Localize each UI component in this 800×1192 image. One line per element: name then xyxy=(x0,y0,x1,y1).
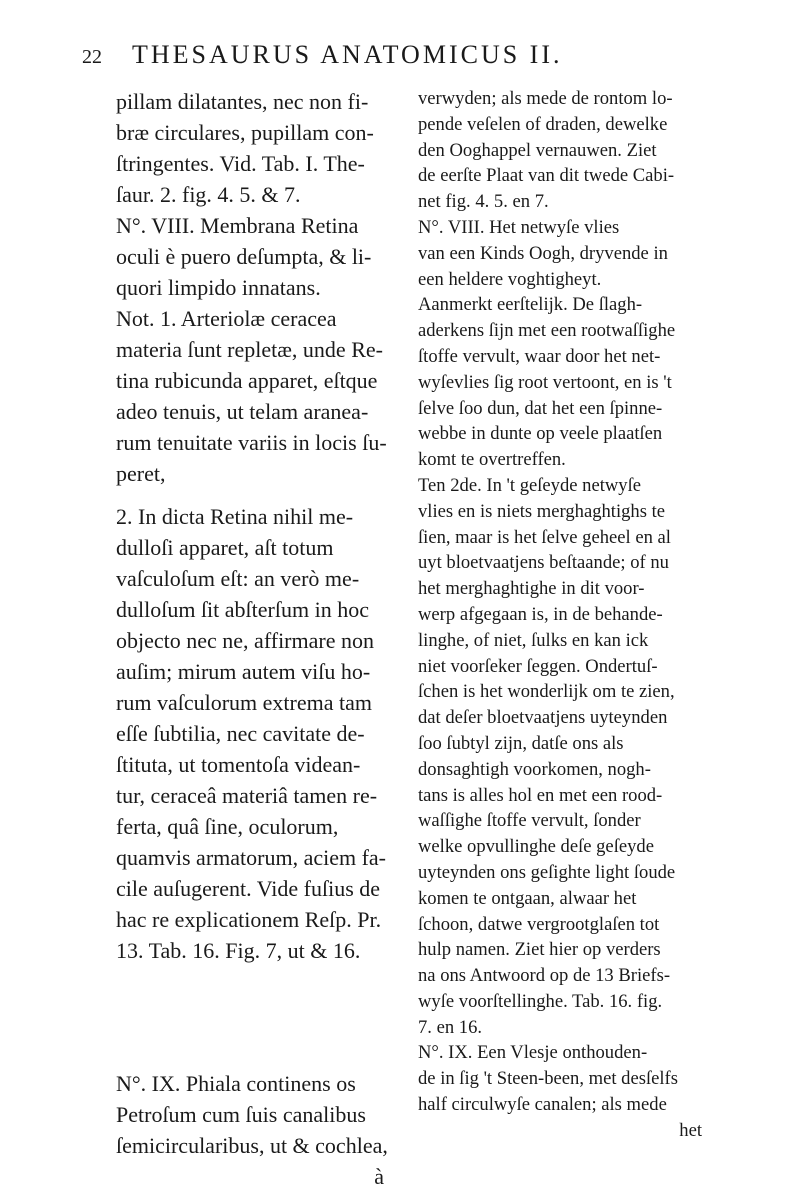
dutch-text-line: dat deſer bloetvaatjens uyteynden xyxy=(418,707,668,729)
latin-text-line: vaſculoſum eſt: an verò me- xyxy=(116,566,360,591)
dutch-text-line: net fig. 4. 5. en 7. xyxy=(418,191,549,213)
dutch-text-line: niet voorſeker ſeggen. Ondertuſ- xyxy=(418,655,658,677)
latin-text-line: N°. VIII. Membrana Retina xyxy=(116,213,359,238)
latin-text-line: dulloſum ſit abſterſum in hoc xyxy=(116,597,369,622)
latin-column xyxy=(116,86,396,1192)
dutch-text-line: werp afgegaan is, in de behande- xyxy=(418,603,663,625)
dutch-text-line: N°. IX. Een Vlesje onthouden- xyxy=(418,1042,648,1064)
latin-text-line: quamvis armatorum, aciem fa- xyxy=(116,845,387,870)
latin-text-line: cile auſugerent. Vide fuſius de xyxy=(116,876,381,901)
latin-text-line: rum vaſculorum extrema tam xyxy=(116,690,372,715)
latin-text-line: peret, xyxy=(116,461,166,486)
latin-text-line: objecto nec ne, affirmare non xyxy=(116,628,374,653)
dutch-text-line: ſoo ſubtyl zijn, datſe ons als xyxy=(418,732,624,754)
dutch-text-line: na ons Antwoord op de 13 Briefs- xyxy=(418,965,671,987)
dutch-text-line: de in ſig 't Steen-been, met desſelfs xyxy=(418,1068,678,1090)
dutch-text-line: vlies en is niets merghaghtighs te xyxy=(418,500,666,522)
latin-text-line: dulloſi apparet, aſt totum xyxy=(116,535,334,560)
latin-text-line: eſſe ſubtilia, nec cavitate de- xyxy=(116,721,365,746)
dutch-text-line: komt te overtreffen. xyxy=(418,449,566,471)
dutch-text-line: de eerſte Plaat van dit twede Cabi- xyxy=(418,165,675,187)
dutch-text-line: aderkens ſijn met een rootwaſſighe xyxy=(418,320,676,342)
paragraph-gap xyxy=(116,489,396,501)
latin-text-line: ſemicircularibus, ut & cochlea, xyxy=(116,1133,388,1158)
dutch-text-line: N°. VIII. Het netwyſe vlies xyxy=(418,216,620,238)
dutch-text-line: hulp namen. Ziet hier op verders xyxy=(418,939,661,961)
dutch-text-line: Aanmerkt eerſtelijk. De ſlagh- xyxy=(418,294,643,316)
catchword: het xyxy=(679,1119,702,1141)
latin-text-line: ſtringentes. Vid. Tab. I. The- xyxy=(116,151,365,176)
dutch-text-line: ſchen is het wonderlijk om te zien, xyxy=(418,681,675,703)
latin-text-line: Petroſum cum ſuis canalibus xyxy=(116,1102,366,1127)
latin-text-line: adeo tenuis, ut telam aranea- xyxy=(116,399,369,424)
dutch-text-line: ſelve ſoo dun, dat het een ſpinne- xyxy=(418,397,663,419)
latin-text-line: 2. In dicta Retina nihil me- xyxy=(116,504,354,529)
dutch-text-line: ſtoffe vervult, waar door het net- xyxy=(418,345,661,367)
dutch-text-line: verwyden; als mede de rontom lo- xyxy=(418,88,673,109)
catchword: à xyxy=(374,1164,384,1189)
latin-text-line: rum tenuitate variis in locis ſu- xyxy=(116,430,387,455)
latin-text-line: quori limpido innatans. xyxy=(116,275,321,300)
dutch-text-line: uyt bloetvaatjens beſtaande; of nu xyxy=(418,552,669,574)
dutch-text-line: welke opvullinghe deſe geſeyde xyxy=(418,836,654,858)
latin-text-line: hac re explicationem Reſp. Pr. xyxy=(116,907,382,932)
latin-text-line: 13. Tab. 16. Fig. 7, ut & 16. xyxy=(116,938,361,963)
running-title: THESAURUS ANATOMICUS II. xyxy=(132,40,563,69)
dutch-column xyxy=(418,86,714,1144)
dutch-text-line: wyſevlies ſig root vertoont, en is 't xyxy=(418,371,672,393)
latin-text-line: bræ circulares, pupillam con- xyxy=(116,120,374,145)
running-header xyxy=(82,40,762,70)
latin-text-line: oculi è puero deſumpta, & li- xyxy=(116,244,372,269)
latin-text-line: auſim; mirum autem viſu ho- xyxy=(116,659,371,684)
latin-text-line: ferta, quâ ſine, oculorum, xyxy=(116,814,339,839)
dutch-text-line: webbe in dunte op veele plaatſen xyxy=(418,423,663,445)
dutch-text-line: waſſighe ſtoffe vervult, ſonder xyxy=(418,810,641,832)
latin-text-line: pillam dilatantes, nec non fi- xyxy=(116,89,369,114)
dutch-text-line: pende veſelen of draden, dewelke xyxy=(418,113,668,135)
dutch-text-line: Ten 2de. In 't geſeyde netwyſe xyxy=(418,474,642,496)
dutch-text-line: tans is alles hol en met een rood- xyxy=(418,784,663,806)
dutch-text-line: het merghaghtighe in dit voor- xyxy=(418,578,645,600)
latin-text-line: tur, ceraceâ materiâ tamen re- xyxy=(116,783,378,808)
dutch-text-line: van een Kinds Oogh, dryvende in xyxy=(418,242,668,264)
latin-text-line: ſaur. 2. fig. 4. 5. & 7. xyxy=(116,182,301,207)
dutch-text-line: ſchoon, datwe vergrootglaſen tot xyxy=(418,913,660,935)
dutch-text-line: komen te ontgaan, alwaar het xyxy=(418,887,637,909)
dutch-text-line: 7. en 16. xyxy=(418,1016,483,1038)
dutch-text-line: een heldere voghtigheyt. xyxy=(418,268,602,290)
latin-text-line: Not. 1. Arteriolæ ceracea xyxy=(116,306,337,331)
dutch-text-line: ſien, maar is het ſelve geheel en al xyxy=(418,526,671,548)
dutch-text-line: den Ooghappel vernauwen. Ziet xyxy=(418,139,657,161)
latin-text-line: ſtituta, ut tomentoſa videan- xyxy=(116,752,361,777)
dutch-text-line: uyteynden ons geſighte light ſoude xyxy=(418,861,676,883)
paragraph-gap xyxy=(116,966,396,1068)
latin-text-line: materia ſunt repletæ, unde Re- xyxy=(116,337,383,362)
dutch-text-line: linghe, of niet, ſulks en kan ick xyxy=(418,629,649,651)
dutch-text-line: donsaghtigh voorkomen, nogh- xyxy=(418,758,651,780)
dutch-text-line: half circulwyſe canalen; als mede xyxy=(418,1094,667,1116)
latin-text-line: N°. IX. Phiala continens os xyxy=(116,1071,356,1096)
latin-text-line: tina rubicunda apparet, eſtque xyxy=(116,368,378,393)
dutch-text-line: wyſe voorſtellinghe. Tab. 16. fig. xyxy=(418,990,663,1012)
page-number: 22 xyxy=(82,46,102,68)
